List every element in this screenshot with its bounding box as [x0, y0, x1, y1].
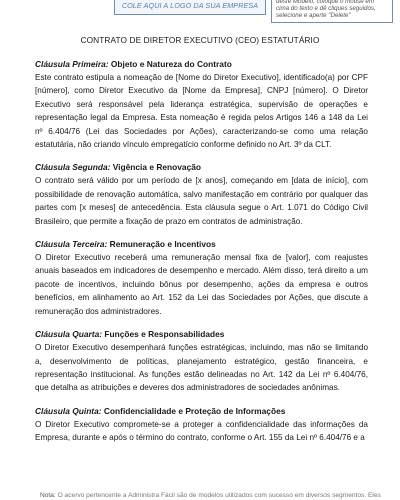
clause-title: Vigência e Renovação — [110, 162, 202, 173]
clause-1 — [35, 58, 368, 151]
clause-title: Funções e Responsabilidades — [102, 329, 225, 340]
footer-note — [40, 492, 400, 499]
clause-heading — [35, 405, 368, 418]
clause-title: Confidencialidade e Proteção de Informações — [101, 405, 286, 416]
clause-heading — [35, 238, 368, 251]
clause-text: O Diretor Executivo receberá uma remuneração mensal fixa de [valor], com reajustes anuais baseados em indicadores de desempenho e mercado. Além disso, terá direito a um pacote de incentivos, incluindo bônus por desempenho, ações da empresa e outros benefícios, em alinhamento ao Art. 152 da Lei das Sociedades por Ações, que discute a remuneração dos administradores. — [35, 253, 368, 316]
clause-text: O Diretor Executivo desempenhará funções estratégicas, incluindo, mas não se limitando a, desenvolvimento de políticas, planejamento estratégico, gestão financeira, e representação institucional. As funções estão delineadas no Art. 142 da Lei nº 6.404/76, que detalha as atribuições e deveres dos administradores de sociedades anônimas. — [35, 343, 368, 393]
clause-number: Cláusula Segunda: — [35, 162, 111, 173]
clause-heading — [35, 328, 368, 341]
clause-title: Objeto e Natureza do Contrato — [108, 59, 232, 69]
clause-text: O contrato será válido por um período de [x anos], começando em [data de início], com possibilidade de renovação automática, salvo manifestação em contrário por qualquer das partes com [x meses] de antecedência. Esta cláusula segue o Art. 1.071 do Código Civil Brasileiro, que permite a fixação de prazo em contratos de administração. — [35, 176, 368, 226]
clause-heading — [35, 161, 368, 174]
clause-heading — [35, 58, 368, 71]
clause-text: Este contrato estipula a nomeação de [Nome do Diretor Executivo], identificado(a) por CPF [número], como Diretor Executivo da [Nome da Empresa], CNPJ [número]. O Diretor Executivo será responsável pela liderança estratégica, supervisão de operações e representação legal da Empresa. Esta nomeação é regida pelos Artigos 146 a 148 da Lei nº 6.404/76 (Lei das Sociedades por Ações), caracterizando-se como uma relação estatutária, não criando vínculo empregatício conforme definido no Art. 3º da CLT. — [35, 73, 368, 150]
instructions-box: deste Modelo, coloque o mouse em cima do texto e dê cliques seguidos, selecione e aperte "Delete" — [271, 0, 393, 23]
logo-placeholder: COLE AQUI A LOGO DA SUA EMPRESA — [114, 0, 266, 15]
clause-2 — [35, 161, 368, 228]
clause-3 — [35, 238, 368, 318]
clause-text: O Diretor Executivo compromete-se a proteger a confidencialidade das informações da Empresa, durante e após o término do contrato, conforme o Art. 155 da Lei nº 6.404/76 e a — [35, 419, 368, 443]
clause-number: Cláusula Quarta: — [35, 329, 103, 340]
clause-number: Cláusula Quinta: — [35, 405, 102, 416]
footer-label: Nota: — [40, 492, 56, 499]
document-title: CONTRATO DE DIRETOR EXECUTIVO (CEO) ESTATUTÁRIO — [80, 35, 320, 45]
clause-4 — [35, 328, 368, 395]
contract-body — [35, 58, 368, 455]
clause-number: Cláusula Primeira: — [35, 59, 109, 69]
clause-number: Cláusula Terceira: — [35, 239, 108, 250]
clause-title: Remuneração e Incentivos — [107, 239, 216, 250]
clause-5 — [35, 405, 368, 445]
footer-text: O acervo pertencente a Administra Fácil são de modelos utilizados com sucesso em diversos segmentos. Eles — [55, 492, 381, 499]
